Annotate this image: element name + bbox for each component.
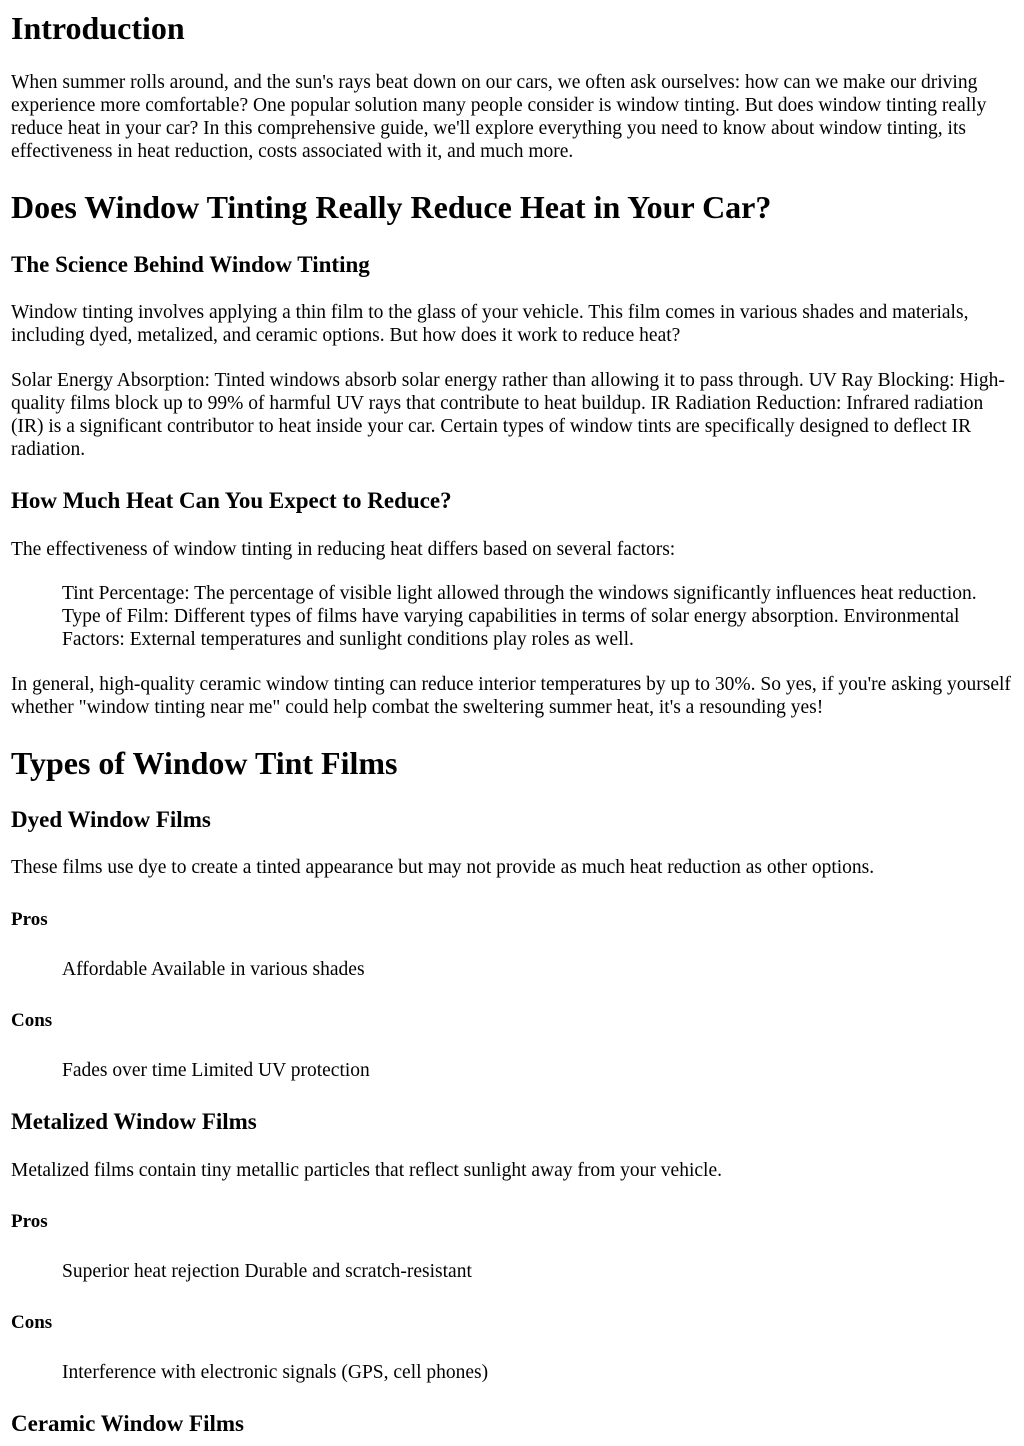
subheading-metalized-films: Metalized Window Films [11, 1109, 257, 1134]
science-paragraph-factors: Solar Energy Absorption: Tinted windows absorb solar energy rather than allowing it to pass through. UV Ray Blocking: High-quality films block up to 99% of harmful UV rays that contribute to heat buildup. IR Radiation Reduction: Infrared radiation (IR) is a significant contributor to heat inside your car. Certain types of window tints are specifically designed to deflect IR radiation. [11, 370, 1005, 460]
expect-paragraph-intro: The effectiveness of window tinting in reducing heat differs based on several factors: [11, 539, 676, 560]
intro-heading: Introduction [11, 10, 185, 46]
section-heading-film-types: Types of Window Tint Films [11, 745, 398, 781]
dyed-cons-list: Fades over time Limited UV protection [62, 1060, 370, 1081]
dyed-pros-list: Affordable Available in various shades [62, 959, 365, 980]
metalized-pros-list: Superior heat rejection Durable and scratch-resistant [62, 1261, 472, 1282]
dyed-cons-label: Cons [11, 1010, 53, 1031]
dyed-pros-label: Pros [11, 909, 48, 930]
subheading-dyed-films: Dyed Window Films [11, 807, 211, 832]
section-heading-heat-reduction: Does Window Tinting Really Reduce Heat in Your Car? [11, 189, 772, 225]
dyed-description: These films use dye to create a tinted appearance but may not provide as much heat reduction as other options. [11, 857, 875, 878]
metalized-cons-label: Cons [11, 1312, 53, 1333]
subheading-heat-expectation: How Much Heat Can You Expect to Reduce? [11, 488, 452, 513]
metalized-description: Metalized films contain tiny metallic particles that reflect sunlight away from your vehicle. [11, 1160, 722, 1181]
intro-paragraph: When summer rolls around, and the sun's rays beat down on our cars, we often ask ourselves: how can we make our driving experience more comfortable? One popular solution many people consider is window tinting. But does window tinting really reduce heat in your car? In this comprehensive guide, we'll explore everything you need to know about window tinting, its effectiveness in heat reduction, costs associated with it, and much more. [11, 72, 987, 162]
factors-list: Tint Percentage: The percentage of visible light allowed through the windows significantly influences heat reduction. Type of Film: Different types of films have varying capabilities in terms of solar energy absorption. Environmental Factors: External temperatures and sunlight conditions play roles as well. [62, 583, 977, 650]
science-paragraph-intro: Window tinting involves applying a thin film to the glass of your vehicle. This film comes in various shades and materials, including dyed, metalized, and ceramic options. But how does it work to reduce heat? [11, 302, 969, 346]
subheading-science: The Science Behind Window Tinting [11, 252, 370, 277]
metalized-pros-label: Pros [11, 1211, 48, 1232]
expect-paragraph-conclusion: In general, high-quality ceramic window tinting can reduce interior temperatures by up to 30%. So yes, if you're asking yourself whether "window tinting near me" could help combat the sweltering summer heat, it's a resounding yes! [11, 674, 1011, 718]
metalized-cons-list: Interference with electronic signals (GPS, cell phones) [62, 1362, 489, 1383]
subheading-ceramic-films: Ceramic Window Films [11, 1411, 244, 1436]
